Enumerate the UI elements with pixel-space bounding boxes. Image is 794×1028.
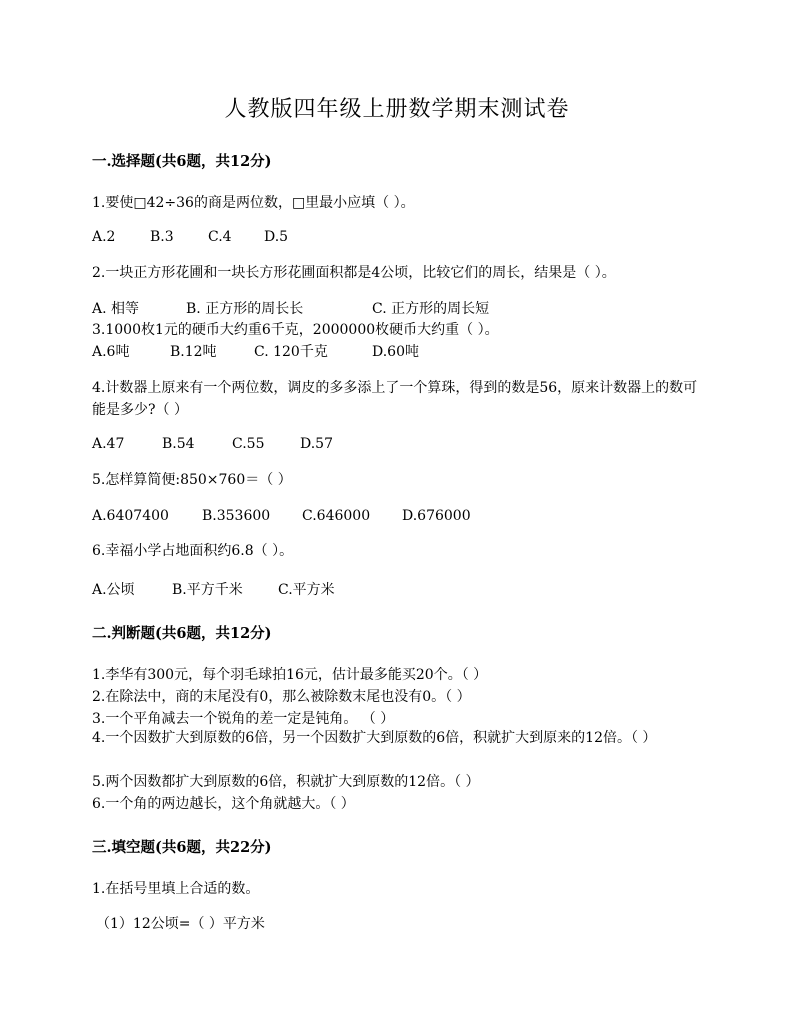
option: B.353600 [202, 508, 271, 524]
option: D.60吨 [372, 344, 419, 360]
section-heading-fill: 三.填空题(共6题，共22分) [92, 839, 272, 856]
page-title: 人教版四年级上册数学期末测试卷 [224, 97, 570, 122]
option: B.3 [150, 229, 174, 245]
question-text: 5.两个因数都扩大到原数的6倍，积就扩大到原数的12倍。（ ） [92, 774, 480, 790]
question-text: 2.一块正方形花圃和一块长方形花圃面积都是4公顷，比较它们的周长，结果是（ ）。 [92, 265, 616, 281]
option: A.6407400 [92, 508, 169, 524]
sub-question-text: （1）12公顷=（ ）平方米 [96, 916, 265, 932]
option: D.57 [300, 436, 333, 452]
option: C.平方米 [278, 582, 335, 598]
question-text: 4.一个因数扩大到原数的6倍，另一个因数扩大到原数的6倍，积就扩大到原来的12倍。（ ） [92, 730, 657, 746]
option: A.47 [92, 436, 125, 452]
section-heading-judgment: 二.判断题(共6题，共12分) [92, 625, 272, 642]
option: A.公顷 [92, 582, 135, 598]
question-text: 2.在除法中，商的末尾没有0，那么被除数末尾也没有0。（ ） [92, 689, 471, 705]
option: A. 相等 [92, 301, 140, 317]
option: C.4 [208, 229, 232, 245]
question-text: 6.幸福小学占地面积约6.8（ ）。 [92, 543, 294, 559]
question-text: 4.计数器上原来有一个两位数，调皮的多多添上了一个算珠，得到的数是56，原来计数器上的数可能是多少?（ ） [92, 380, 698, 418]
section-heading-choice: 一.选择题(共6题，共12分) [92, 153, 272, 170]
option: B.平方千米 [172, 582, 243, 598]
option: C. 正方形的周长短 [372, 301, 490, 317]
question-text: 1.在括号里填上合适的数。 [92, 881, 260, 897]
question-text: 6.一个角的两边越长，这个角就越大。（ ） [92, 796, 355, 812]
question-text: 5.怎样算简便:850×760＝（ ） [92, 472, 292, 488]
option: D.676000 [402, 508, 471, 524]
option: B.54 [162, 436, 195, 452]
option: B.12吨 [170, 344, 217, 360]
option: C.55 [232, 436, 265, 452]
question-text: 3.1000枚1元的硬币大约重6千克，2000000枚硬币大约重（ ）。 [92, 322, 499, 338]
option: D.5 [264, 229, 289, 245]
option: B. 正方形的周长长 [186, 301, 304, 317]
option: C.646000 [302, 508, 371, 524]
question-text: 1.李华有300元，每个羽毛球拍16元，估计最多能买20个。（ ） [92, 667, 488, 683]
question-text: 3.一个平角减去一个锐角的差一定是钝角。 （ ） [92, 711, 395, 727]
option: A.2 [92, 229, 116, 245]
option: C. 120千克 [254, 344, 328, 360]
question-text: 1.要使□42÷36的商是两位数，□里最小应填（ ）。 [92, 195, 415, 211]
option: A.6吨 [92, 344, 130, 360]
